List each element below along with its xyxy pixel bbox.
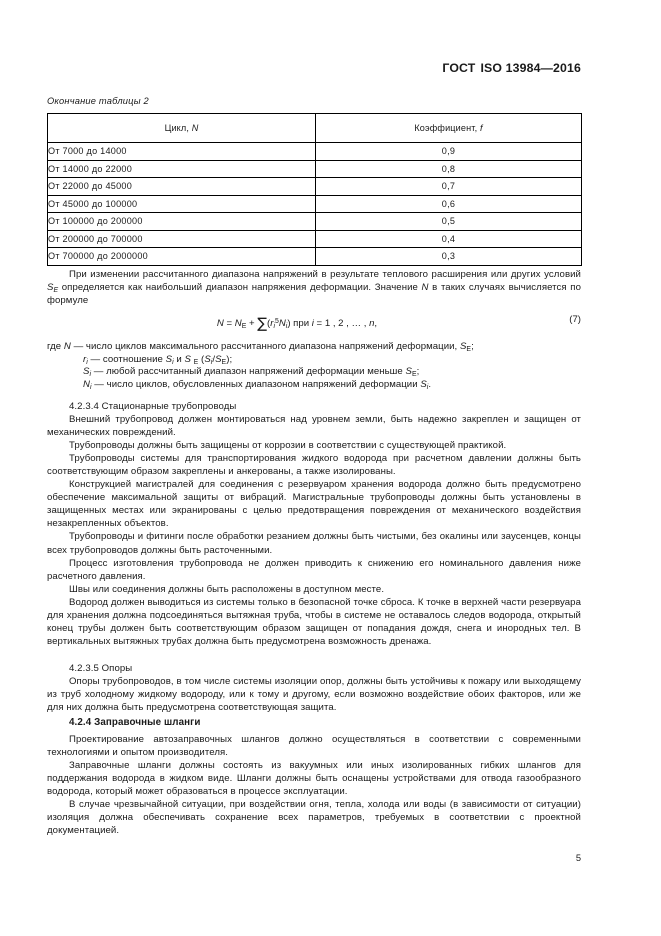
table-body bbox=[48, 143, 582, 266]
table-row bbox=[48, 195, 582, 213]
cell-cycle: От 200000 до 700000 bbox=[48, 230, 316, 248]
cell-cycle: От 700000 до 2000000 bbox=[48, 248, 316, 266]
paragraph: Проектирование автозаправочных шлангов должно осуществляться в соответствии с современными технологиями и опытом производителя. bbox=[47, 734, 581, 759]
table-row bbox=[48, 143, 582, 161]
cell-coefficient: 0,8 bbox=[316, 160, 582, 178]
paragraph: В случае чрезвычайной ситуации, при воздействии огня, тепла, холода или воды (в зависимости от ситуации) изоляция должна обеспечивать сохранение всех параметров, требуемых в соответствии с проектной документацией. bbox=[47, 799, 581, 837]
paragraph: Процесс изготовления трубопровода не должен приводить к снижению его номинального давления ниже расчетного давления. bbox=[47, 557, 581, 582]
paragraph: Трубопроводы и фитинги после обработки резанием должны быть чистыми, без окалины или заусенцев, концы всех трубопроводов должны быть расточенными. bbox=[47, 531, 581, 556]
table-row bbox=[48, 248, 582, 266]
cell-coefficient: 0,7 bbox=[316, 178, 582, 196]
formula-definitions bbox=[47, 341, 581, 391]
summation-icon: ∑ bbox=[257, 315, 268, 332]
formula-expression: $N = N_E + \sum(r_i^5N_i)$ при i = 1 , 2 , … , n, bbox=[216, 315, 378, 332]
paragraph: Трубопроводы должны быть защищены от коррозии в соответствии с существующей практикой. bbox=[69, 440, 507, 452]
paragraph: Швы или соединения должны быть расположены в доступном месте. bbox=[69, 583, 385, 595]
cell-cycle: От 45000 до 100000 bbox=[48, 195, 316, 213]
paragraph: Опоры трубопроводов, в том числе системы изоляции опор, должны быть устойчивы к пожару или выходящему из труб холодному жидкому водороду, или к тому и другому, если возможно воздействие обоих факторов, или же для них должна быть предусмотрена соответствующая защита. bbox=[47, 676, 581, 714]
definition-r-i: $r_i$ — соотношение $S_i$ и S $_E$ $(S_i/S_E)$; bbox=[83, 353, 233, 366]
section-4-2-3-5 bbox=[47, 662, 581, 714]
table-header-row bbox=[48, 114, 582, 143]
table-row bbox=[48, 230, 582, 248]
section-heading-4-2-3-4: 4.2.3.4 Стационарные трубопроводы bbox=[69, 401, 237, 412]
symbol-N: N bbox=[191, 123, 199, 133]
formula-row bbox=[47, 314, 581, 334]
standard-id: ISO 13984—2016 bbox=[480, 61, 581, 75]
section-4-2-4 bbox=[47, 716, 581, 837]
paragraph: Трубопроводы системы для транспортирования жидкого водорода при расчетном давлении должны быть соответствующим образом закреплены и анкерованы, а также изолированы. bbox=[47, 453, 581, 478]
cell-coefficient: 0,5 bbox=[316, 213, 582, 231]
paragraph: Конструкцией магистралей для соединения с резервуаром хранения водорода должно быть предусмотрено обеспечение максимальной защиты от вибраций. Магистральные трубопроводы должны быть установлены в защищенных местах или экранированы с целью предотвращения повреждения от механического воздействия незакрепленных объектов. bbox=[47, 479, 581, 530]
cell-coefficient: 0,6 bbox=[316, 195, 582, 213]
coefficient-table bbox=[47, 113, 582, 266]
paragraph: Водород должен выводиться из системы только в безопасной точке сброса. К точке в верхней части резервуара для хранения должна подсоединяться вытяжная труба, чтобы в системе не оставалось следов водорода, открытый конец трубы должен быть соответствующим образом защищен от попадания дождя, снега и инородных тел. В вертикальных вытяжных трубах должна быть предусмотрена возможность дренажа. bbox=[47, 596, 581, 647]
cell-coefficient: 0,3 bbox=[316, 248, 582, 266]
cell-coefficient: 0,9 bbox=[316, 143, 582, 161]
intro-paragraph: При изменении рассчитанного диапазона напряжений в результате теплового расширения или других условий $S_E$ определяется как наибольший диапазон напряжения деформации. Значение N в таких случаях вычисляется по формуле bbox=[47, 269, 581, 307]
table-row bbox=[48, 160, 582, 178]
definition-N-i: $N_i$ — число циклов, обусловленных диапазоном напряжений деформации $S_i$. bbox=[83, 378, 432, 391]
definition-S-i: $S_i$ — любой рассчитанный диапазон напряжений деформации меньше $S_E$; bbox=[83, 366, 420, 379]
column-header-cycle: Цикл, N bbox=[48, 114, 316, 143]
cell-cycle: От 14000 до 22000 bbox=[48, 160, 316, 178]
cell-cycle: От 100000 до 200000 bbox=[48, 213, 316, 231]
standard-label: ГОСТ bbox=[442, 61, 476, 75]
table-row bbox=[48, 213, 582, 231]
document-header bbox=[47, 61, 581, 75]
table-row bbox=[48, 178, 582, 196]
section-heading-4-2-4: 4.2.4 Заправочные шланги bbox=[69, 717, 201, 728]
cell-coefficient: 0,4 bbox=[316, 230, 582, 248]
intro-paragraph-block bbox=[47, 268, 581, 307]
paragraph: Заправочные шланги должны состоять из вакуумных или иных изолированных гибких шлангов для поддержания водорода в жидком виде. Шланги должны быть оснащены устройствами для отвода газообразного водорода, который может образоваться в процессе эксплуатации. bbox=[47, 760, 581, 798]
formula-number: (7) bbox=[569, 314, 581, 325]
symbol-f: f bbox=[479, 123, 483, 133]
section-4-2-3-4 bbox=[47, 400, 581, 648]
definition-N: где N — число циклов максимального рассчитанного диапазона напряжений деформации, $S_E$; bbox=[47, 341, 474, 353]
section-heading-4-2-3-5: 4.2.3.5 Опоры bbox=[69, 663, 133, 674]
cell-cycle: От 22000 до 45000 bbox=[48, 178, 316, 196]
column-header-coefficient: Коэффициент, f bbox=[316, 114, 582, 143]
paragraph: Внешний трубопровод должен монтироваться над уровнем земли, быть надежно закреплен и защищен от механических повреждений. bbox=[47, 414, 581, 439]
table-caption: Окончание таблицы 2 bbox=[47, 96, 149, 106]
cell-cycle: От 7000 до 14000 bbox=[48, 143, 316, 161]
page-number: 5 bbox=[575, 853, 581, 863]
